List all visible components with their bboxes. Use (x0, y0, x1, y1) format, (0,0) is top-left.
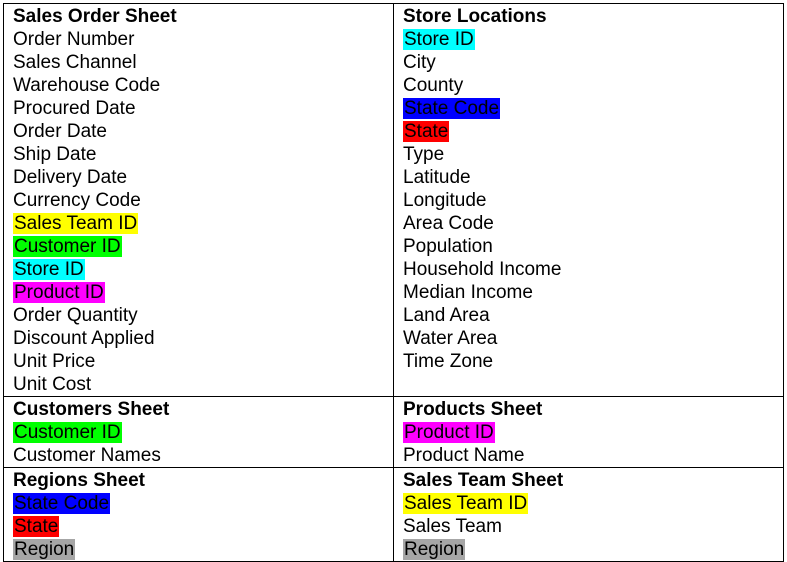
field-item (13, 444, 393, 467)
field-item (403, 538, 783, 561)
field-item (13, 120, 393, 143)
store-locations-title: Store Locations (403, 6, 547, 27)
field-label: State Code (404, 98, 500, 119)
field-item (13, 538, 393, 561)
field-label: Order Date (13, 121, 107, 142)
field-item (13, 143, 393, 166)
field-item (13, 304, 393, 327)
field-label: Procured Date (13, 98, 136, 119)
field-item (13, 373, 393, 396)
field-item (403, 235, 783, 258)
regions-sheet-cell (4, 468, 394, 562)
sales-team-sheet-fields (403, 492, 783, 561)
regions-sheet-fields (13, 492, 393, 561)
store-locations-cell (394, 4, 784, 397)
field-label: Region (14, 539, 75, 560)
field-label: State (404, 121, 449, 142)
field-label: Product ID (14, 282, 104, 303)
field-item (13, 281, 393, 304)
field-label: Region (404, 539, 465, 560)
field-item (403, 444, 783, 467)
field-label: Sales Team (403, 516, 502, 537)
sales-order-sheet-title: Sales Order Sheet (13, 6, 177, 27)
field-item (13, 350, 393, 373)
sales-team-sheet-title: Sales Team Sheet (403, 470, 564, 491)
field-item (403, 166, 783, 189)
field-label: Longitude (403, 190, 487, 211)
field-label: Sales Team ID (14, 213, 138, 234)
field-label: Product ID (404, 422, 494, 443)
field-label: Customer Names (13, 445, 161, 466)
field-item (403, 258, 783, 281)
products-sheet-fields (403, 421, 783, 467)
field-item (403, 189, 783, 212)
field-item (403, 212, 783, 235)
field-item (13, 166, 393, 189)
field-item (13, 235, 393, 258)
table-row (4, 468, 784, 562)
sales-order-sheet-cell (4, 4, 394, 397)
field-label: Delivery Date (13, 167, 128, 188)
field-label: Store ID (404, 29, 474, 50)
field-label: Store ID (14, 259, 84, 280)
field-label: Household Income (403, 259, 562, 280)
field-item (13, 189, 393, 212)
field-label: Median Income (403, 282, 533, 303)
field-label: Order Number (13, 29, 135, 50)
field-label: Customer ID (14, 236, 121, 257)
field-item (13, 97, 393, 120)
field-item (13, 51, 393, 74)
field-item (403, 421, 783, 444)
field-item (403, 515, 783, 538)
field-label: Discount Applied (13, 328, 155, 349)
customers-sheet-title: Customers Sheet (13, 399, 170, 420)
field-label: City (403, 52, 436, 73)
field-label: Unit Price (13, 351, 96, 372)
field-item (13, 28, 393, 51)
field-item (403, 74, 783, 97)
sales-order-sheet-fields (13, 28, 393, 396)
store-locations-fields (403, 28, 783, 373)
sales-team-sheet-cell (394, 468, 784, 562)
field-label: Type (403, 144, 445, 165)
customers-sheet-fields (13, 421, 393, 467)
field-item (403, 281, 783, 304)
products-sheet-title: Products Sheet (403, 399, 543, 420)
field-item (403, 28, 783, 51)
field-item (13, 327, 393, 350)
field-item (13, 212, 393, 235)
field-item (13, 258, 393, 281)
field-label: Population (403, 236, 493, 257)
field-label: Order Quantity (13, 305, 138, 326)
field-label: Ship Date (13, 144, 97, 165)
field-item (403, 97, 783, 120)
field-label: Sales Team ID (404, 493, 528, 514)
customers-sheet-cell (4, 397, 394, 468)
field-label: County (403, 75, 464, 96)
field-label: State Code (14, 493, 110, 514)
field-label: Customer ID (14, 422, 121, 443)
field-item (13, 492, 393, 515)
field-item (403, 492, 783, 515)
field-item (403, 350, 783, 373)
field-label: Area Code (403, 213, 494, 234)
field-item (403, 120, 783, 143)
schema-table (3, 3, 784, 562)
table-row (4, 397, 784, 468)
regions-sheet-title: Regions Sheet (13, 470, 145, 491)
field-item (403, 51, 783, 74)
field-label: Product Name (403, 445, 525, 466)
field-item (13, 421, 393, 444)
field-label: Currency Code (13, 190, 141, 211)
field-item (13, 74, 393, 97)
field-label: Time Zone (403, 351, 494, 372)
field-label: Warehouse Code (13, 75, 161, 96)
field-item (403, 327, 783, 350)
products-sheet-cell (394, 397, 784, 468)
field-label: Water Area (403, 328, 498, 349)
table-row (4, 4, 784, 397)
field-label: Sales Channel (13, 52, 137, 73)
field-item (403, 304, 783, 327)
field-label: Latitude (403, 167, 471, 188)
field-item (13, 515, 393, 538)
field-label: State (14, 516, 59, 537)
field-item (403, 143, 783, 166)
field-label: Unit Cost (13, 374, 92, 395)
field-label: Land Area (403, 305, 490, 326)
